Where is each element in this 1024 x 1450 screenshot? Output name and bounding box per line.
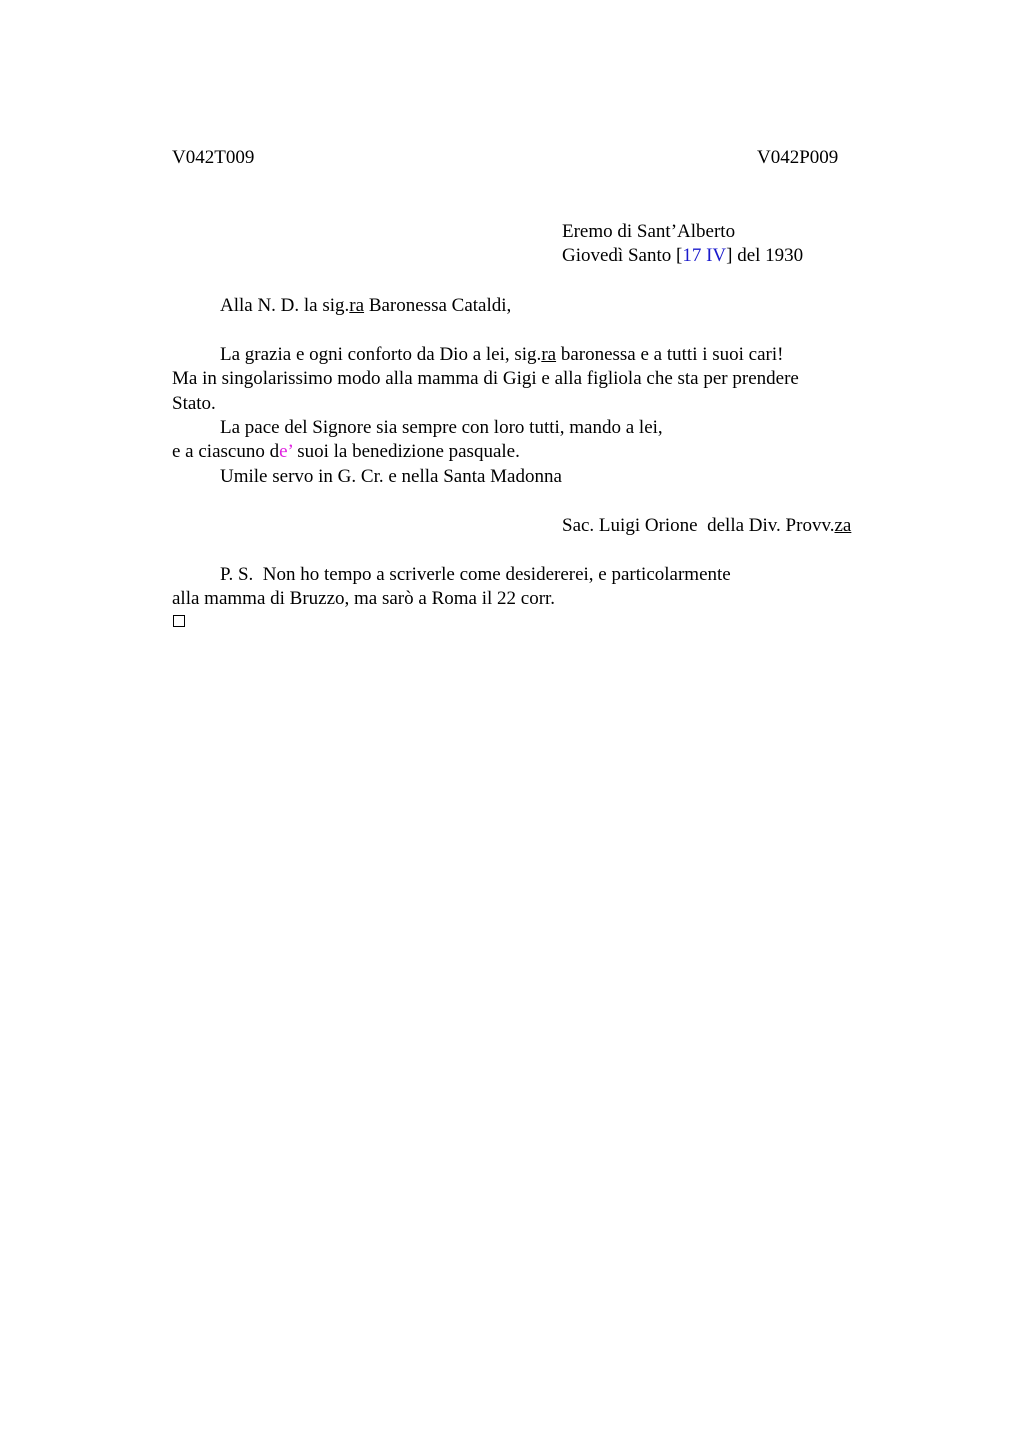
end-of-document-box-icon xyxy=(173,615,185,627)
body-line-5-before: e a ciascuno d xyxy=(172,441,280,462)
letter-place: Eremo di Sant’Alberto xyxy=(562,221,736,242)
postscript-line-2: alla mamma di Bruzzo, ma sarò a Roma il 22 corr. xyxy=(172,588,556,609)
salutation-text-after: Baronessa Cataldi, xyxy=(364,295,512,316)
salutation-text-before: Alla N. D. la sig. xyxy=(220,295,350,316)
letter-date xyxy=(562,244,803,268)
body-line-1-before: La grazia e ogni conforto da Dio a lei, sig. xyxy=(220,344,542,365)
body-line-5 xyxy=(172,440,520,464)
body-line-5-correction: e’ xyxy=(279,441,293,462)
body-line-1-after: baronessa e a tutti i suoi cari! xyxy=(556,344,784,365)
signature xyxy=(562,514,851,538)
salutation-abbrev: ra xyxy=(349,295,365,316)
document-code-right: V042P009 xyxy=(757,147,839,168)
body-line-2: Ma in singolarissimo modo alla mamma di Gigi e alla figliola che sta per prendere xyxy=(172,368,799,389)
body-line-5-after: suoi la benedizione pasquale. xyxy=(292,441,520,462)
body-line-4: La pace del Signore sia sempre con loro tutti, mando a lei, xyxy=(220,417,663,438)
body-line-1-abbrev: ra xyxy=(541,344,557,365)
document-code-left: V042T009 xyxy=(172,147,255,168)
date-editorial-insert: 17 IV xyxy=(682,245,727,266)
salutation xyxy=(220,294,511,318)
date-prefix: Giovedì Santo [ xyxy=(562,245,683,266)
signature-text: Sac. Luigi Orione della Div. Provv. xyxy=(562,515,835,536)
signature-abbrev: za xyxy=(834,515,852,536)
body-line-3: Stato. xyxy=(172,393,216,414)
date-suffix: ] del 1930 xyxy=(726,245,804,266)
body-line-1 xyxy=(220,343,783,367)
body-line-6: Umile servo in G. Cr. e nella Santa Madonna xyxy=(220,466,562,487)
postscript-line-1: P. S. Non ho tempo a scriverle come desidererei, e particolarmente xyxy=(220,564,731,585)
